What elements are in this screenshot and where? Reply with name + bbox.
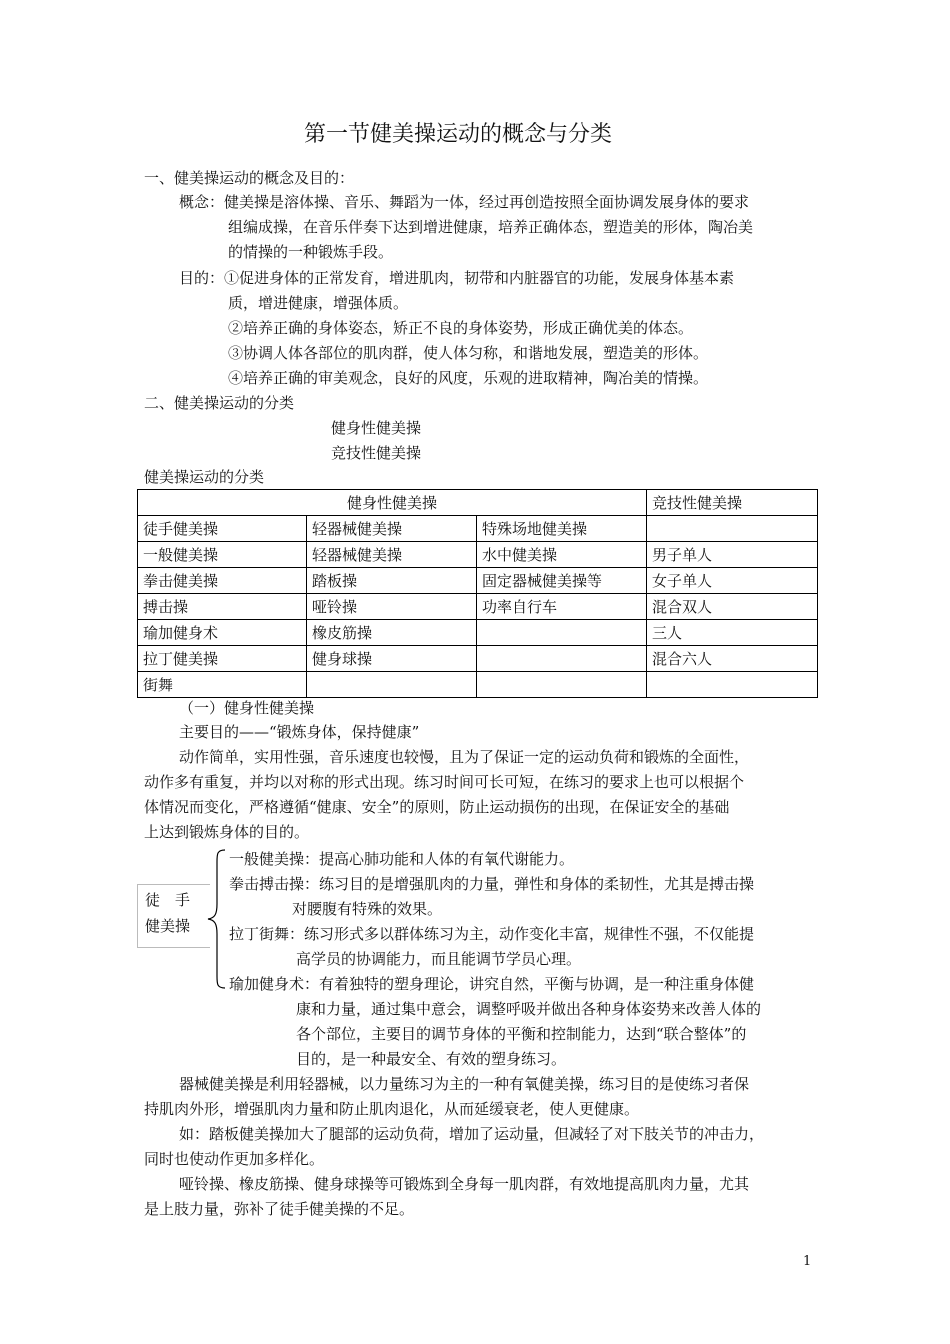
table-row — [138, 542, 818, 568]
section-2-heading: 二、健美操运动的分类 — [144, 394, 295, 412]
table-caption: 健美操运动的分类 — [144, 468, 265, 486]
table-cell — [477, 620, 647, 646]
body-paragraph-line: 体情况而变化，严格遵循“健康、安全”的原则，防止运动损伤的出现，在保证安全的基础 — [144, 798, 730, 816]
freehand-item: 高学员的协调能力，而且能调节学员心理。 — [296, 950, 582, 968]
freehand-item: 瑜加健身术：有着独特的塑身理论，讲究自然，平衡与协调，是一种注重身体健 — [229, 975, 755, 993]
purpose-line: 目的：①促进身体的正常发育，增进肌肉，韧带和内脏器官的功能，发展身体基本素 — [179, 269, 735, 287]
table-cell — [477, 672, 647, 698]
concept-line: 组编成操，在音乐伴奏下达到增进健康，培养正确体态，塑造美的形体，陶冶美 — [228, 218, 754, 236]
equipment-paragraph-line: 器械健美操是利用轻器械，以力量练习为主的一种有氧健美操，练习目的是使练习者保 — [179, 1075, 750, 1093]
table-cell — [477, 646, 647, 672]
table-cell — [647, 516, 818, 542]
main-purpose: 主要目的——“锻炼身体，保持健康” — [179, 723, 420, 741]
table-cell: 徒手健美操 — [138, 516, 307, 542]
table-row — [138, 672, 818, 698]
freehand-label: 徒 手 — [145, 891, 191, 909]
table-cell: 橡皮筋操 — [307, 620, 477, 646]
freehand-item: 一般健美操：提高心肺功能和人体的有氧代谢能力。 — [229, 850, 575, 868]
freehand-item: 目的，是一种最安全、有效的塑身练习。 — [296, 1050, 567, 1068]
table-cell: 一般健美操 — [138, 542, 307, 568]
freehand-item: 对腰腹有特殊的效果。 — [292, 900, 443, 918]
table-row — [138, 516, 818, 542]
table-cell: 瑜加健身术 — [138, 620, 307, 646]
purpose-line: ②培养正确的身体姿态，矫正不良的身体姿势，形成正确优美的体态。 — [228, 319, 694, 337]
dumbbell-paragraph-line: 哑铃操、橡皮筋操、健身球操等可锻炼到全身每一肌肉群，有效地提高肌肉力量，尤其 — [179, 1175, 750, 1193]
table-cell: 哑铃操 — [307, 594, 477, 620]
table-cell — [307, 672, 477, 698]
table-cell — [647, 672, 818, 698]
table-cell: 拳击健美操 — [138, 568, 307, 594]
table-cell: 女子单人 — [647, 568, 818, 594]
table-cell: 三人 — [647, 620, 818, 646]
example-paragraph-line: 如：踏板健美操加大了腿部的运动负荷，增加了运动量，但减轻了对下肢关节的冲击力， — [179, 1125, 765, 1143]
table-cell: 街舞 — [138, 672, 307, 698]
classification-table — [137, 489, 818, 698]
classification-branch: 健身性健美操 — [331, 419, 422, 437]
table-header-fitness: 健身性健美操 — [138, 490, 647, 516]
body-paragraph-line: 上达到锻炼身体的目的。 — [144, 823, 310, 841]
table-cell: 水中健美操 — [477, 542, 647, 568]
table-row — [138, 646, 818, 672]
section-1-heading: 一、健美操运动的概念及目的： — [144, 169, 355, 187]
purpose-line: ④培养正确的审美观念，良好的风度，乐观的进取精神，陶冶美的情操。 — [228, 369, 709, 387]
table-cell: 轻器械健美操 — [307, 542, 477, 568]
table-cell: 健身球操 — [307, 646, 477, 672]
freehand-item: 康和力量，通过集中意会，调整呼吸并做出各种身体姿势来改善人体的 — [296, 1000, 762, 1018]
table-cell: 混合六人 — [647, 646, 818, 672]
purpose-line: ③协调人体各部位的肌肉群，使人体匀称，和谐地发展，塑造美的形体。 — [228, 344, 709, 362]
subsection-heading: （一）健身性健美操 — [179, 699, 315, 717]
page-number: 1 — [803, 1254, 812, 1269]
table-cell: 固定器械健美操等 — [477, 568, 647, 594]
table-header-row — [138, 490, 818, 516]
equipment-paragraph-line: 持肌肉外形，增强肌肉力量和防止肌肉退化，从而延缓衰老，使人更健康。 — [144, 1100, 640, 1118]
concept-line: 的情操的一种锻炼手段。 — [228, 243, 394, 261]
body-paragraph-line: 动作多有重复，并均以对称的形式出现。练习时间可长可短，在练习的要求上也可以根据个 — [144, 773, 745, 791]
table-row — [138, 568, 818, 594]
body-paragraph-line: 动作简单，实用性强，音乐速度也较慢，且为了保证一定的运动负荷和锻炼的全面性， — [179, 748, 750, 766]
classification-branch: 竞技性健美操 — [331, 444, 422, 462]
dumbbell-paragraph-line: 是上肢力量，弥补了徒手健美操的不足。 — [144, 1200, 415, 1218]
freehand-item: 拳击搏击操：练习目的是增强肌肉的力量，弹性和身体的柔韧性，尤其是搏击操 — [229, 875, 755, 893]
curly-brace-icon — [205, 848, 227, 990]
table-row — [138, 620, 818, 646]
table-cell: 混合双人 — [647, 594, 818, 620]
example-paragraph-line: 同时也使动作更加多样化。 — [144, 1150, 325, 1168]
freehand-label: 健美操 — [145, 917, 191, 935]
table-row — [138, 594, 818, 620]
table-cell: 搏击操 — [138, 594, 307, 620]
table-cell: 男子单人 — [647, 542, 818, 568]
table-cell: 特殊场地健美操 — [477, 516, 647, 542]
table-cell: 轻器械健美操 — [307, 516, 477, 542]
concept-line: 概念：健美操是溶体操、音乐、舞蹈为一体，经过再创造按照全面协调发展身体的要求 — [179, 193, 750, 211]
table-cell: 拉丁健美操 — [138, 646, 307, 672]
freehand-item: 各个部位，主要目的调节身体的平衡和控制能力，达到“联合整体”的 — [296, 1025, 747, 1043]
table-header-competitive: 竞技性健美操 — [647, 490, 818, 516]
table-cell: 功率自行车 — [477, 594, 647, 620]
table-cell: 踏板操 — [307, 568, 477, 594]
freehand-item: 拉丁街舞：练习形式多以群体练习为主，动作变化丰富，规律性不强，不仅能提 — [229, 925, 755, 943]
page-title: 第一节健美操运动的概念与分类 — [304, 122, 613, 147]
purpose-line: 质，增进健康，增强体质。 — [228, 294, 409, 312]
